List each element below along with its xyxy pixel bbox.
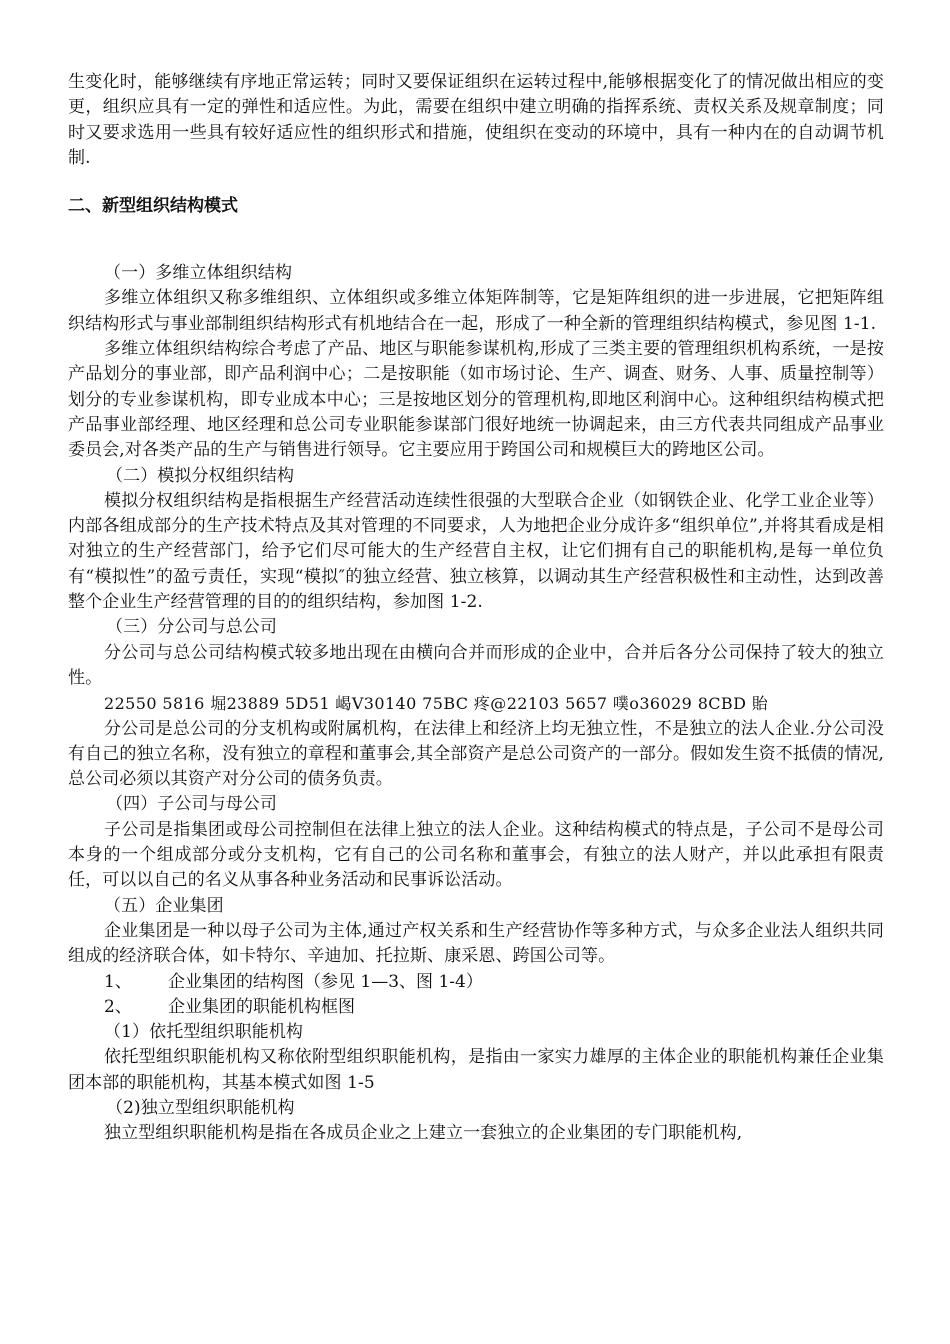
sub-item-title-2: （2)独立型组织职能机构 (106, 1097, 295, 1118)
list-item (68, 970, 884, 995)
subsection-title-5: （五）企业集团 (104, 895, 224, 916)
paragraph: 多维立体组织又称多维组织、立体组织或多维立体矩阵制等，它是矩阵组织的进一步进展，它把矩阵组织结构形式与事业部制组织结构形式有机地结合在一起，形成了一种全新的管理组织结构模式，参见图 1-1. (68, 288, 884, 334)
subsection-title-3: （三）分公司与总公司 (106, 617, 277, 638)
garbled-code-line: 22550 5816 堀23889 5D51 嵑V30140 75BC 疼@22103 5657 噗o36029 8CBD 貽 (104, 694, 769, 714)
paragraph: 依托型组织职能机构又称依附型组织职能机构，是指由一家实力雄厚的主体企业的职能机构兼任企业集团本部的职能机构，其基本模式如图 1-5 (68, 1047, 884, 1093)
paragraph: 多维立体组织结构综合考虑了产品、地区与职能参谋机构,形成了三类主要的管理组织机构系统，一是按产品划分的事业部，即产品利润中心；二是按职能（如市场讨论、生产、调查、财务、人事、质量控制等）划分的专业参谋机构，即专业成本中心；三是按地区划分的管理机构,即地区利润中心。这种组织结构模式把产品事业部经理、地区经理和总公司专业职能参谋部门很好地统一协调起来，由三方代表共同组成产品事业委员会,对各类产品的生产与销售进行领导。它主要应用于跨国公司和规模巨大的跨地区公司。 (68, 339, 884, 461)
document-page (68, 70, 884, 1147)
subsection-title-4: （四）子公司与母公司 (106, 794, 277, 815)
paragraph: 独立型组织职能机构是指在各成员企业之上建立一套独立的企业集团的专门职能机构, (104, 1123, 743, 1144)
paragraph: 模拟分权组织结构是指根据生产经营活动连续性很强的大型联合企业（如钢铁企业、化学工业企业等）内部各组成部分的生产技术特点及其对管理的不同要求，人为地把企业分成许多“组织单位”,并将其看成是相对独立的生产经营部门，给予它们尽可能大的生产经营自主权，让它们拥有自己的职能机构,是每一单位负有“模拟性”的盈亏责任，实现“模拟″的独立经营、独立核算，以调动其生产经营积极性和主动性，达到改善整个企业生产经营管理的目的的组织结构，参加图 1-2. (68, 490, 884, 613)
list-text: 企业集团的结构图（参见 1—3、图 1-4） (168, 971, 483, 992)
paragraph: 企业集团是一种以母子公司为主体,通过产权关系和生产经营协作等多种方式，与众多企业法人组织共同组成的经济联合体，如卡特尔、辛迪加、托拉斯、康采恩、跨国公司等。 (68, 920, 884, 967)
list-number: 1、 (104, 971, 132, 992)
list-text: 企业集团的职能机构框图 (168, 996, 355, 1017)
subsection-title-1: （一）多维立体组织结构 (104, 263, 293, 284)
subsection-title-2: （二）模拟分权组织结构 (106, 465, 295, 486)
section-heading: 二、新型组织结构模式 (68, 196, 238, 217)
paragraph: 分公司是总公司的分支机构或附属机构，在法律上和经济上均无独立性，不是独立的法人企业.分公司没有自己的独立名称，没有独立的章程和董事会,其全部资产是总公司资产的一部分。假如发生资不抵债的情况,总公司必须以其资产对分公司的债务负责。 (68, 718, 884, 790)
list-item (68, 995, 884, 1020)
sub-item-title-1: （1）依托型组织职能机构 (104, 1022, 304, 1043)
list-number: 2、 (104, 996, 132, 1017)
intro-paragraph: 生变化时，能够继续有序地正常运转；同时又要保证组织在运转过程中,能够根据变化了的情况做出相应的变更，组织应具有一定的弹性和适应性。为此，需要在组织中建立明确的指挥系统、责权关系及规章制度；同时又要求选用一些具有较好适应性的组织形式和措施，使组织在变动的环境中，具有一种内在的自动调节机制. (68, 72, 884, 168)
paragraph: 分公司与总公司结构模式较多地出现在由横向合并而形成的企业中，合并后各分公司保持了较大的独立性。 (68, 642, 884, 688)
paragraph: 子公司是指集团或母公司控制但在法律上独立的法人企业。这种结构模式的特点是，子公司不是母公司本身的一个组成部分或分支机构，它有自己的公司名称和董事会，有独立的法人财产，并以此承担有限责任，可以以自己的名义从事各种业务活动和民事诉讼活动。 (68, 819, 884, 891)
